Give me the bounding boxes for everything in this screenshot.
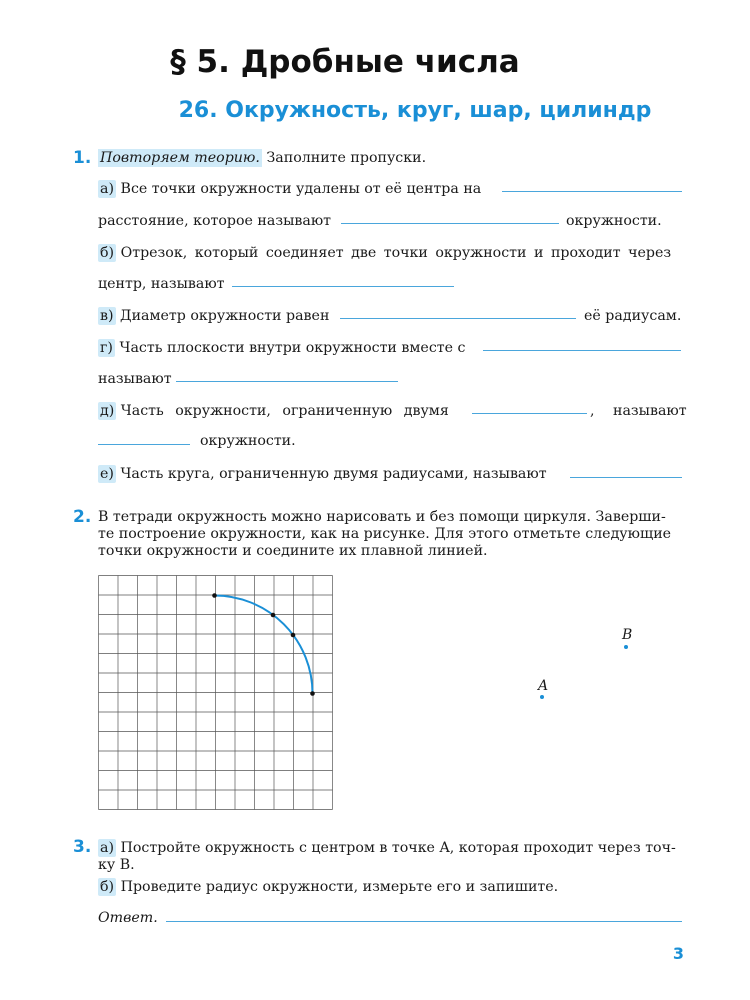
blank-a2[interactable] — [341, 223, 559, 224]
task-3-b-line — [98, 878, 558, 896]
item-a-line1 — [98, 180, 481, 198]
item-v-end: её радиусам. — [584, 308, 682, 324]
notebook-grid[interactable] — [98, 575, 334, 813]
task-2-line3: точки окружности и соедините их плавной линией. — [98, 543, 488, 559]
task-3-number: 3. — [73, 837, 92, 857]
item-e-line — [98, 465, 547, 483]
arc-point-3 — [291, 633, 296, 638]
item-a-line2-start: расстояние, которое называют — [98, 213, 332, 229]
task-3-b-letter: б) — [100, 879, 115, 895]
task-3-a-letter: а) — [100, 840, 114, 856]
item-v-text: Диаметр окружности равен — [120, 308, 330, 324]
task-1-header — [98, 149, 426, 167]
item-g-letter: г) — [100, 340, 113, 356]
answer-blank[interactable] — [166, 921, 682, 922]
item-e-text: Часть круга, ограниченную двумя радиусами, называют — [120, 466, 547, 482]
item-d-line1-end: , называют — [590, 403, 687, 419]
item-b-text1: Отрезок, который соединяет две точки окружности и проходит через — [120, 245, 672, 261]
task-3-b-text: Проведите радиус окружности, измерьте его и запишите. — [120, 879, 559, 895]
theory-tag: Повторяем теорию. — [100, 150, 260, 166]
blank-d2[interactable] — [98, 444, 190, 445]
item-d-letter: д) — [100, 403, 115, 419]
task-2-line1: В тетради окружность можно нарисовать и без помощи циркуля. Заверши- — [98, 509, 666, 525]
task-3-a-text1: Постройте окружность с центром в точке A, которая проходит через точ- — [120, 840, 676, 856]
point-a-label: A — [538, 678, 549, 694]
arc-point-1 — [212, 593, 217, 598]
blank-a1[interactable] — [502, 191, 682, 192]
item-d-line1 — [98, 402, 449, 420]
lesson-title: 26. Окружность, круг, шар, цилиндр — [178, 98, 652, 123]
task-1-intro: Заполните пропуски. — [266, 150, 427, 166]
item-a-letter: а) — [100, 181, 114, 197]
point-b-label: B — [622, 627, 633, 643]
item-b-letter: б) — [100, 245, 115, 261]
item-g-line1 — [98, 339, 465, 357]
arc-point-4 — [310, 691, 315, 696]
task-3-a-line1 — [98, 839, 676, 857]
point-b-dot[interactable] — [624, 645, 628, 649]
item-g-text1: Часть плоскости внутри окружности вместе с — [119, 340, 466, 356]
item-a-line2-end: окружности. — [566, 213, 662, 229]
blank-v[interactable] — [340, 318, 576, 319]
item-a-text1: Все точки окружности удалены от её центра на — [120, 181, 482, 197]
item-g-line2: называют — [98, 371, 172, 387]
item-b-line1 — [98, 244, 671, 262]
circle-arc — [215, 596, 313, 694]
blank-g1[interactable] — [483, 350, 681, 351]
page-number: 3 — [672, 944, 684, 963]
section-title: § 5. Дробные числа — [170, 44, 520, 80]
item-d-text1: Часть окружности, ограниченную двумя — [120, 403, 449, 419]
answer-label: Ответ. — [98, 910, 158, 926]
blank-d1[interactable] — [472, 413, 587, 414]
item-v-letter: в) — [100, 308, 114, 324]
point-a-dot[interactable] — [540, 695, 544, 699]
item-e-letter: е) — [100, 466, 114, 482]
blank-b[interactable] — [232, 286, 454, 287]
task-2-line2: те построение окружности, как на рисунке. Для этого отметьте следующие — [98, 526, 672, 542]
item-d-line2: окружности. — [200, 433, 296, 449]
item-v-line — [98, 307, 329, 325]
task-1-number: 1. — [73, 148, 92, 168]
item-b-line2: центр, называют — [98, 276, 225, 292]
task-3-a-line2: ку B. — [98, 857, 135, 873]
blank-g2[interactable] — [176, 381, 398, 382]
blank-e[interactable] — [570, 477, 682, 478]
arc-point-2 — [271, 613, 276, 618]
task-2-number: 2. — [73, 507, 92, 527]
